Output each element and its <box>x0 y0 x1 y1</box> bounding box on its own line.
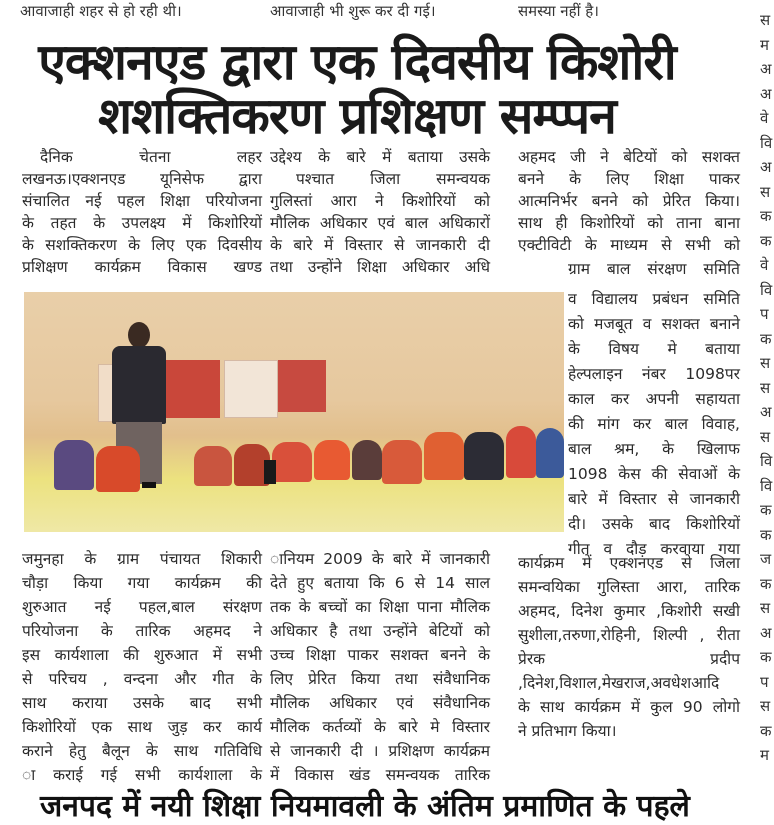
text-line: इस कार्यशाला की शुरुआत में सभी <box>22 646 262 664</box>
text-line: प्रशिक्षण कार्यक्रम विकास खण्ड <box>22 258 262 276</box>
text-line: संचालित नई पहल शिक्षा परियोजना <box>22 192 262 210</box>
text-line: के तहत के उपलक्ष्य में किशोरियों <box>22 214 262 232</box>
adjacent-column-char: क <box>760 501 772 519</box>
text-line: के सशक्तिकरण के लिए एक दिवसीय <box>22 236 262 254</box>
text-line: बाल श्रम, के खिलाफ <box>568 440 740 458</box>
text-line: लिए प्रेरित किया तथा संवैधानिक <box>270 670 490 688</box>
adjacent-column-strip <box>754 0 774 800</box>
adjacent-column-char: अ <box>760 84 772 103</box>
text-line: प्रेरक प्रदीप <box>518 650 740 668</box>
text-line: एक्टीविटी के माध्यम से सभी को <box>518 236 740 254</box>
text-line: ा कराई गई सभी कार्यशाला के <box>22 766 262 784</box>
text-line: व विद्यालय प्रबंधन समिति <box>568 290 740 308</box>
text-line: के बारे में विस्तार से जानकारी दी <box>270 236 490 254</box>
text-line: कराने हेतु बैलून के साथ गतिविधि <box>22 742 262 760</box>
text-line: परियोजना के तारिक अहमद ने <box>22 622 262 640</box>
text-line: काल कर अपनी सहायता <box>568 390 740 408</box>
dateline: दैनिक चेतना लहर <box>40 148 262 166</box>
text-line: चौड़ा किया गया कार्यक्रम की <box>22 574 262 592</box>
text-line: से परिचय , वन्दना और गीत के <box>22 670 262 688</box>
adjacent-column-char: म <box>760 35 769 54</box>
adjacent-column-char: स <box>760 11 771 29</box>
text-line: सुशीला,तरुणा,रोहिनी, शिल्पी , रीता <box>518 626 740 644</box>
adjacent-column-char: प <box>760 672 769 691</box>
text-line: मौलिक कर्तव्यों के बारे मे विस्तार <box>270 718 490 736</box>
text-line: पश्चात जिला समन्वयक <box>296 170 490 188</box>
adjacent-column-char: अ <box>760 623 772 642</box>
text-line: ग्राम बाल संरक्षण समिति <box>568 260 740 278</box>
adjacent-column-char: अ <box>760 60 772 78</box>
text-line: गीत व दौड़ करवाया गया <box>568 540 740 558</box>
text-line: उच्च शिक्षा पाकर सशक्त बनने के <box>270 646 490 664</box>
text-line: शुरुआत नई पहल,बाल संरक्षण <box>22 598 262 616</box>
text-line: में विकास खंड समन्वयक तारिक <box>270 766 490 784</box>
adjacent-column-char: क <box>760 721 772 740</box>
adjacent-column-char: वि <box>760 133 773 152</box>
text-line: समन्वयिका गुलिस्ता आरा, तारिक <box>518 578 740 596</box>
adjacent-column-char: वे <box>760 109 769 127</box>
text-line: 1098 केस की सेवाओं के <box>568 465 740 483</box>
text-line: के साथ कार्यक्रम में कुल 90 लोगो <box>518 698 740 716</box>
text-line: तक के बच्चों का शिक्षा पाना मौलिक <box>270 598 490 616</box>
text-line: ानियम 2009 के बारे में जानकारी <box>270 550 490 568</box>
adjacent-column-char: वे <box>760 256 769 274</box>
adjacent-column-char: म <box>760 746 769 764</box>
text-line: मौलिक अधिकार एवं संवैधानिक <box>270 694 490 712</box>
adjacent-column-char: क <box>760 525 772 544</box>
text-line: दी। उसके बाद किशोरियों <box>568 515 740 533</box>
adjacent-column-char: ज <box>760 550 772 568</box>
text-line: देते हुए बताया कि 6 से 14 साल <box>270 574 490 592</box>
text-line: तथा उन्होंने शिक्षा अधिकार अधि <box>270 258 490 276</box>
adjacent-column-char: अ <box>760 403 772 421</box>
text-line: अधिकार है तथा उन्होंने बेटियों को <box>270 622 490 640</box>
adjacent-column-char: वि <box>760 280 773 299</box>
next-article-headline: जनपद में नयी शिक्षा नियमावली के अंतिम प्रमाणित के पहले <box>40 789 690 824</box>
text-line: की मांग कर बाल विवाह, <box>568 415 740 433</box>
text-line: अहमद जी ने बेटियों को सशक्त <box>518 148 740 166</box>
text-line: बनने के लिए शिक्षा पाकर <box>518 170 740 188</box>
adjacent-column-char: क <box>760 648 772 666</box>
prev-article-fragment-1: आवाजाही शहर से हो रही थी। <box>20 2 182 20</box>
text-line: साथ ही किशोरियों को ताना बाना <box>518 214 740 232</box>
adjacent-column-char: प <box>760 305 769 323</box>
adjacent-column-chars <box>760 8 774 768</box>
text-line: लखनऊ।एक्शनएड यूनिसेफ द्वारा <box>22 170 262 188</box>
text-line: साथ कराया उसके बाद सभी <box>22 694 262 712</box>
wall-poster-3 <box>224 360 278 418</box>
adjacent-column-char: स <box>760 378 771 397</box>
adjacent-column-char: क <box>760 574 772 593</box>
text-line: अहमद, दिनेश कुमार ,किशोरी सखी <box>518 602 740 620</box>
adjacent-column-char: स <box>760 427 771 446</box>
text-line: गुलिस्तां आरा ने किशोरियों को <box>270 192 490 210</box>
headline-line-1: एक्शनएड द्वारा एक दिवसीय किशोरी <box>38 33 676 91</box>
text-line: मौलिक अधिकार एवं बाल अधिकारों <box>270 214 490 232</box>
text-line: किशोरियों एक साथ जुड़ कर कार्य <box>22 718 262 736</box>
text-line: ने प्रतिभाग किया। <box>518 722 617 740</box>
prev-article-fragment-2: आवाजाही भी शुरू कर दी गई। <box>270 2 436 20</box>
adjacent-column-char: क <box>760 329 772 348</box>
adjacent-column-char: स <box>760 599 771 617</box>
wall-poster-4 <box>278 360 326 412</box>
speaker-device <box>264 460 276 484</box>
adjacent-column-char: वि <box>760 476 773 495</box>
adjacent-column-char: स <box>760 354 771 372</box>
adjacent-column-char: अ <box>760 158 772 176</box>
prev-article-fragment-3: समस्या नहीं है। <box>518 2 599 20</box>
text-line: हेल्पलाइन नंबर 1098पर <box>568 365 740 383</box>
text-line: के विषय मे बताया <box>568 340 740 358</box>
text-line: को मजबूत व सशक्त बनाने <box>568 315 740 333</box>
adjacent-column-char: स <box>760 697 771 715</box>
adjacent-column-char: वि <box>760 452 773 470</box>
adjacent-column-char: क <box>760 231 772 250</box>
text-line: ,दिनेश,विशाल,मेखराज,अवधेशआदि <box>518 674 720 692</box>
seated-participants <box>44 440 564 492</box>
text-line: जमुनहा के ग्राम पंचायत शिकारी <box>22 550 262 568</box>
text-line: कार्यक्रम में एक्शनएड से जिला <box>518 554 740 572</box>
adjacent-column-char: स <box>760 182 771 201</box>
text-line: उद्देश्य के बारे में बताया उसके <box>270 148 490 166</box>
text-line: आत्मनिर्भर बनने को प्रेरित किया। <box>518 192 740 210</box>
event-photo <box>24 292 564 532</box>
adjacent-column-char: क <box>760 207 772 225</box>
text-line: से जानकारी दी । प्रशिक्षण कार्यक्रम <box>270 742 490 760</box>
text-line: बारे में विस्तार से जानकारी <box>568 490 740 508</box>
headline-line-2: शशक्तिकरण प्रशिक्षण सम्प्पन <box>98 87 616 145</box>
